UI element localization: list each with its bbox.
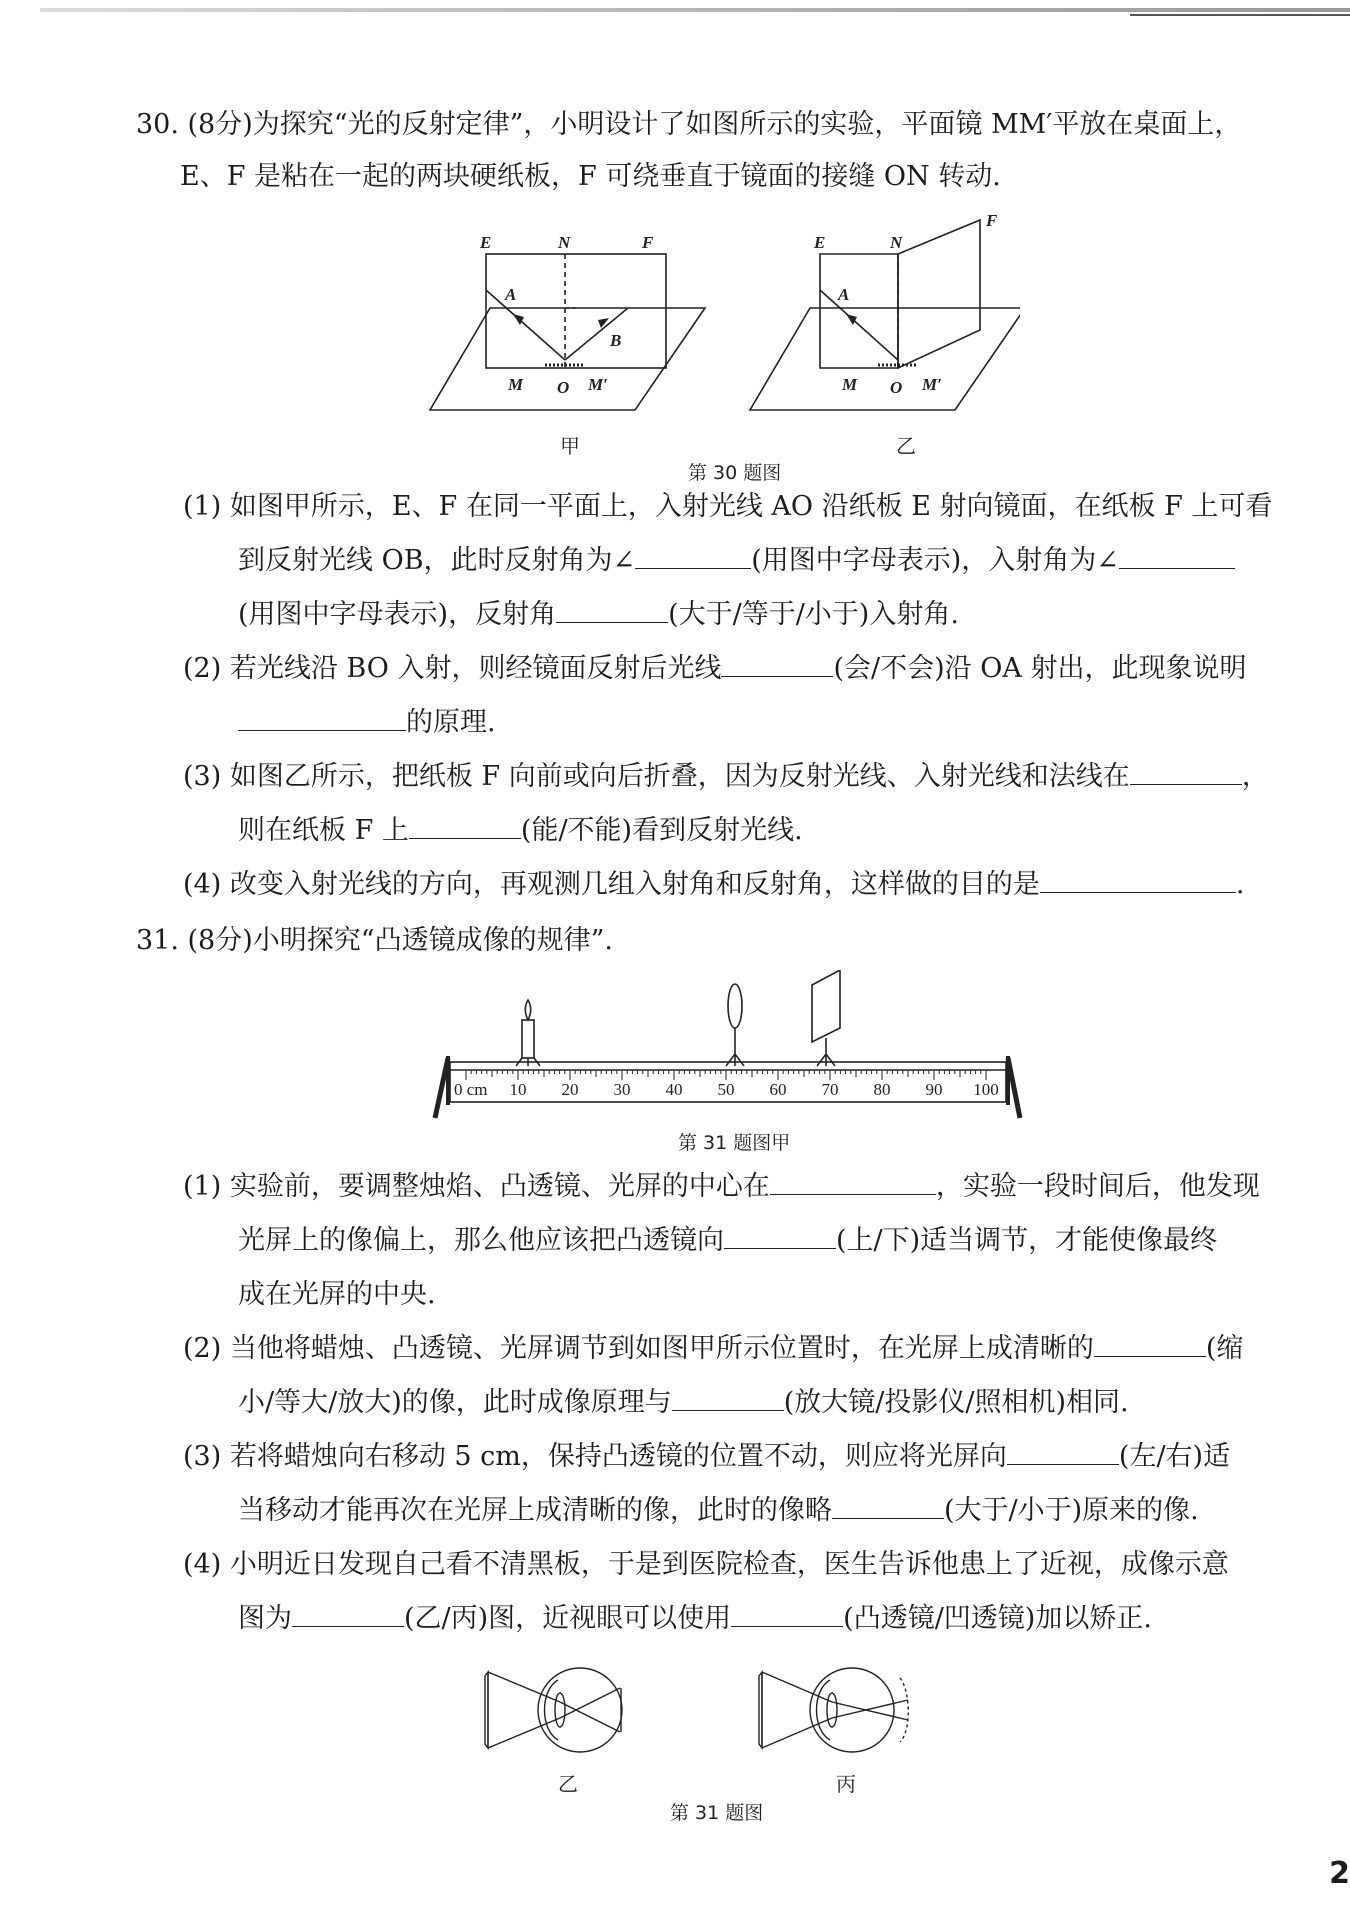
- eye-yi-label: 乙: [558, 1772, 578, 1796]
- label-o-yi: O: [890, 378, 903, 397]
- q30-part2-line2: 的原理.: [238, 696, 496, 750]
- ruler-tick-80: 80: [873, 1080, 891, 1099]
- eyeball-bing: [810, 1668, 894, 1752]
- incident-ray-yi: [820, 290, 898, 360]
- eye-diagram-bing: [759, 1668, 908, 1752]
- board-e-yi: [820, 254, 898, 368]
- eye-caption: 第 31 题图: [670, 1802, 764, 1824]
- blank-reflection-angle[interactable]: [635, 538, 751, 569]
- eye-bing-label: 丙: [836, 1772, 856, 1796]
- q30-figure: [420, 210, 1020, 450]
- figure-jia-labels: [479, 233, 654, 397]
- blank-principle[interactable]: [238, 700, 406, 731]
- eye-lens-bing: [827, 1693, 837, 1727]
- eyeball-yi: [538, 1668, 622, 1752]
- label-n-yi: N: [890, 233, 903, 252]
- ruler-unit-label: 0 cm: [454, 1080, 488, 1099]
- label-f-yi: F: [986, 211, 998, 230]
- q30-part1-line3: (用图中字母表示)，反射角 (大于/等于/小于)入射角.: [238, 588, 959, 642]
- blank-image-size[interactable]: [1094, 1326, 1206, 1357]
- q30-part1-line1: (1) 如图甲所示，E、F 在同一平面上，入射光线 AO 沿纸板 E 射向镜面，在纸板 F 上可看: [183, 491, 1273, 522]
- label-o-jia: O: [557, 378, 570, 397]
- q30-part1-line2: 到反射光线 OB，此时反射角为∠ (用图中字母表示)，入射角为∠: [238, 534, 1235, 588]
- ruler-ticks: [466, 1070, 986, 1080]
- page-number: 2: [1329, 1856, 1350, 1891]
- ruler-tick-100: 100: [973, 1080, 999, 1099]
- blank-angle-compare[interactable]: [556, 592, 668, 623]
- arrow-ao: [513, 314, 524, 325]
- label-m-jia: M: [508, 375, 524, 394]
- blank-eye-figure[interactable]: [292, 1596, 404, 1627]
- blank-correction-lens[interactable]: [731, 1596, 843, 1627]
- blank-device[interactable]: [672, 1380, 784, 1411]
- q30-stem-line1: 30. (8分)为探究“光的反射定律”，小明设计了如图所示的实验，平面镜 MM′平放在桌面上，: [136, 109, 1242, 140]
- convex-lens: [728, 984, 742, 1028]
- board-f-yi-folded: [898, 220, 980, 368]
- q31-part1-line1: (1) 实验前，要调整烛焰、凸透镜、光屏的中心在 ，实验一段时间后，他发现: [183, 1160, 1260, 1214]
- ruler-tick-90: 90: [925, 1080, 943, 1099]
- label-f-jia: F: [642, 233, 654, 252]
- q31-part3-line2: 当移动才能再次在光屏上成清晰的像，此时的像略 (大于/小于)原来的像.: [238, 1484, 1199, 1538]
- optical-bench-figure: [430, 970, 1030, 1120]
- q30-stem-line2: E、F 是粘在一起的两块硬纸板，F 可绕垂直于镜面的接缝 ON 转动.: [180, 161, 1001, 192]
- ruler-tick-30: 30: [613, 1080, 631, 1099]
- fig30-jia-label: 甲: [560, 434, 580, 458]
- q31-part3-line1: (3) 若将蜡烛向右移动 5 cm，保持凸透镜的位置不动，则应将光屏向 (左/右)适: [183, 1430, 1230, 1484]
- ruler-tick-70: 70: [821, 1080, 839, 1099]
- label-b-jia: B: [610, 331, 622, 350]
- light-screen: [812, 970, 840, 1042]
- ruler-tick-60: 60: [769, 1080, 787, 1099]
- ruler-tick-10: 10: [509, 1080, 527, 1099]
- blank-will-reflect[interactable]: [721, 646, 833, 677]
- blank-same-height[interactable]: [770, 1164, 936, 1195]
- blank-purpose[interactable]: [1040, 862, 1236, 893]
- blank-lens-direction[interactable]: [724, 1218, 836, 1249]
- blank-screen-direction[interactable]: [1007, 1434, 1119, 1465]
- ruler-tick-50: 50: [717, 1080, 735, 1099]
- bench-caption: 第 31 题图甲: [678, 1132, 791, 1154]
- eye-lens-yi: [555, 1693, 565, 1727]
- arrow-ao-yi: [846, 314, 857, 325]
- eye-diagram-yi: [485, 1668, 622, 1752]
- blank-image-compare[interactable]: [832, 1488, 944, 1519]
- q30-part2-line1: (2) 若光线沿 BO 入射，则经镜面反射后光线 (会/不会)沿 OA 射出，此现象说明: [183, 642, 1246, 696]
- label-n-jia: N: [558, 233, 571, 252]
- q31-part1-line2: 光屏上的像偏上，那么他应该把凸透镜向 (上/下)适当调节，才能使像最终: [238, 1214, 1217, 1268]
- label-e-yi: E: [814, 233, 826, 252]
- ruler-labels: [454, 1080, 999, 1099]
- screen-holder: [817, 1054, 835, 1066]
- q30-part4: (4) 改变入射光线的方向，再观测几组入射角和反射角，这样做的目的是 .: [183, 858, 1244, 912]
- q31-part2-line1: (2) 当他将蜡烛、凸透镜、光屏调节到如图甲所示位置时，在光屏上成清晰的 (缩: [183, 1322, 1243, 1376]
- arrow-ob: [598, 318, 609, 328]
- figure-yi-labels: [813, 211, 998, 397]
- incident-ray-ao: [486, 290, 565, 360]
- q31-part4-line1: (4) 小明近日发现自己看不清黑板，于是到医院检查，医生告诉他患上了近视，成像示意: [183, 1549, 1229, 1580]
- q31-part1-line3: 成在光屏的中央.: [238, 1279, 436, 1310]
- q30-part3-line2: 则在纸板 F 上 (能/不能)看到反射光线.: [238, 804, 803, 858]
- ruler-tick-20: 20: [561, 1080, 579, 1099]
- label-mprime-jia: M′: [588, 375, 608, 394]
- ruler-tick-40: 40: [665, 1080, 683, 1099]
- q31-part4-line2: 图为 (乙/丙)图，近视眼可以使用 (凸透镜/凹透镜)加以矫正.: [238, 1592, 1152, 1646]
- q30-part3-line1: (3) 如图乙所示，把纸板 F 向前或向后折叠，因为反射光线、入射光线和法线在 ，: [183, 750, 1269, 804]
- lens-holder: [726, 1054, 744, 1066]
- blank-incidence-angle[interactable]: [1119, 538, 1235, 569]
- label-a-yi: A: [838, 285, 850, 304]
- label-e-jia: E: [480, 233, 492, 252]
- top-border-dark: [1130, 14, 1350, 16]
- figure-yi: [750, 220, 1020, 410]
- fig30-yi-label: 乙: [896, 434, 916, 458]
- blank-same-plane[interactable]: [1130, 754, 1242, 785]
- label-a-jia: A: [505, 285, 517, 304]
- q31-stem: 31. (8分)小明探究“凸透镜成像的规律”.: [136, 925, 613, 956]
- candle-flame: [525, 1000, 530, 1020]
- fig30-caption: 第 30 题图: [688, 462, 782, 484]
- label-mprime-yi: M′: [922, 375, 942, 394]
- blank-can-see[interactable]: [409, 808, 521, 839]
- label-m-yi: M: [842, 375, 858, 394]
- q31-part2-line2: 小/等大/放大)的像，此时成像原理与 (放大镜/投影仪/照相机)相同.: [238, 1376, 1129, 1430]
- retina-dashed-bing: [900, 1678, 908, 1742]
- top-border: [40, 8, 1350, 12]
- eye-diagrams-figure: [480, 1660, 960, 1760]
- candle: [522, 1020, 534, 1058]
